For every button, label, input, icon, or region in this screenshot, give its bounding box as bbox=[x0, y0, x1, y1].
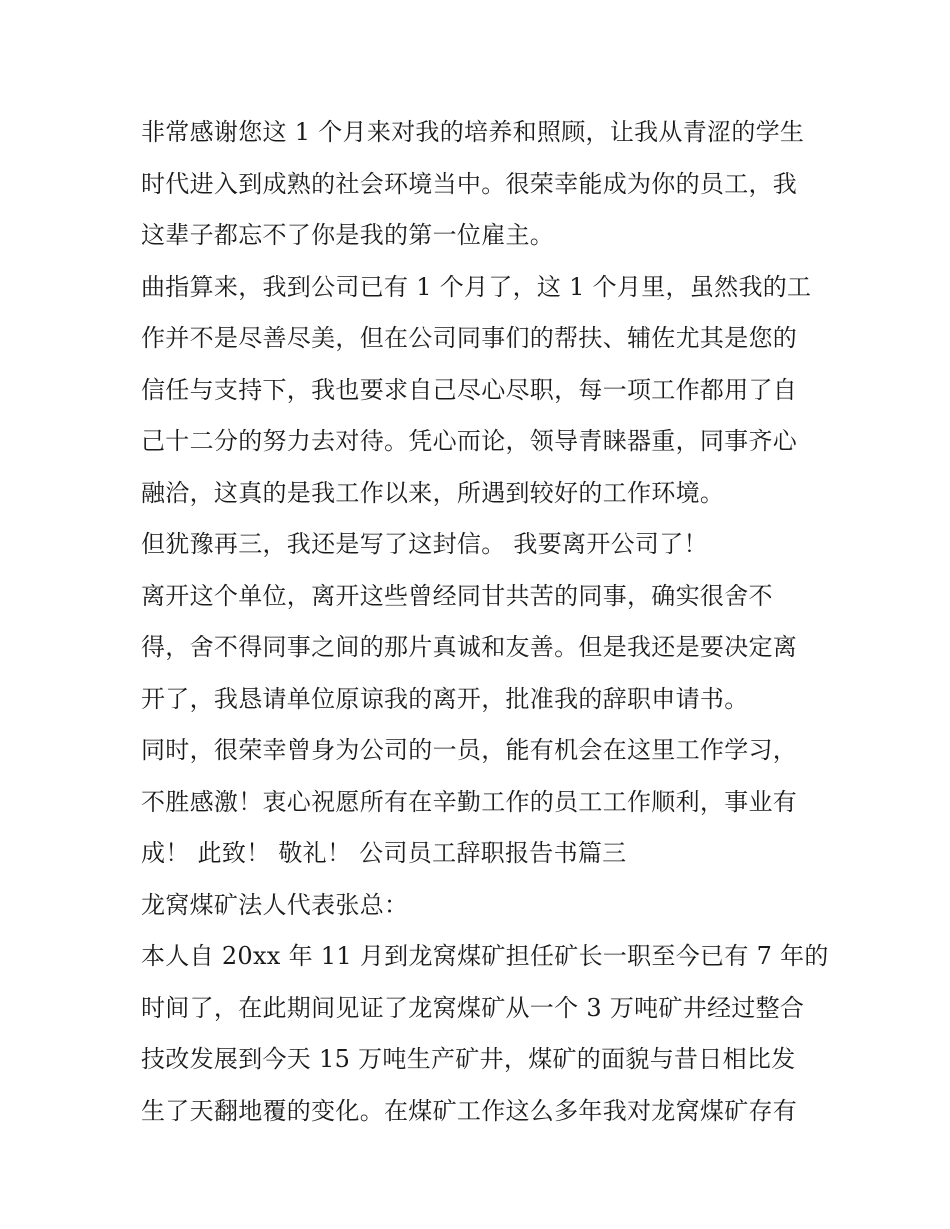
text-line-4: 曲指算来，我到公司已有 1 个月了，这 1 个月里，虽然我的工 bbox=[141, 272, 812, 301]
text-line-11: 得，舍不得同事之间的那片真诚和友善。但是我还是要决定离 bbox=[141, 633, 798, 661]
text-line-9: 但犹豫再三，我还是写了这封信。 我要离开公司了！ bbox=[141, 530, 708, 558]
text-line-12: 开了，我恳请单位原谅我的离开，批准我的辞职申请书。 bbox=[141, 684, 749, 713]
text-line-10: 离开这个单位，离开这些曾经同甘共苦的同事，确实很舍不 bbox=[141, 581, 773, 610]
document-body bbox=[141, 107, 829, 1137]
text-line-13: 同时，很荣幸曾身为公司的一员，能有机会在这里工作学习， bbox=[141, 736, 798, 764]
text-line-6: 信任与支持下，我也要求自己尽心尽职，每一项工作都用了自 bbox=[141, 375, 798, 404]
text-line-1: 非常感谢您这 1 个月来对我的培养和照顾，让我从青涩的学生 bbox=[141, 118, 805, 146]
text-line-8: 融洽，这真的是我工作以来，所遇到较好的工作环境。 bbox=[141, 478, 725, 507]
text-line-7: 己十二分的努力去对待。凭心而论，领导青睐器重，同事齐心 bbox=[141, 427, 798, 455]
text-line-3: 这辈子都忘不了你是我的第一位雇主。 bbox=[141, 221, 555, 249]
text-line-18: 时间了，在此期间见证了龙窝煤矿从一个 3 万吨矿井经过整合 bbox=[141, 993, 805, 1022]
text-line-17: 本人自 20xx 年 11 月到龙窝煤矿担任矿长一职至今已有 7 年的 bbox=[141, 942, 829, 970]
text-line-16: 龙窝煤矿法人代表张总： bbox=[141, 890, 409, 919]
text-line-5: 作并不是尽善尽美，但在公司同事们的帮扶、辅佐尤其是您的 bbox=[141, 324, 798, 352]
text-line-20: 生了天翻地覆的变化。在煤矿工作这么多年我对龙窝煤矿存有 bbox=[141, 1096, 798, 1125]
text-line-14: 不胜感激！衷心祝愿所有在辛勤工作的员工工作顺利，事业有 bbox=[141, 787, 798, 816]
text-line-15: 成！ 此致！ 敬礼！ 公司员工辞职报告书篇三 bbox=[141, 839, 627, 867]
text-line-19: 技改发展到今天 15 万吨生产矿井，煤矿的面貌与昔日相比发 bbox=[141, 1045, 796, 1073]
text-line-2: 时代进入到成熟的社会环境当中。很荣幸能成为你的员工，我 bbox=[141, 169, 798, 198]
